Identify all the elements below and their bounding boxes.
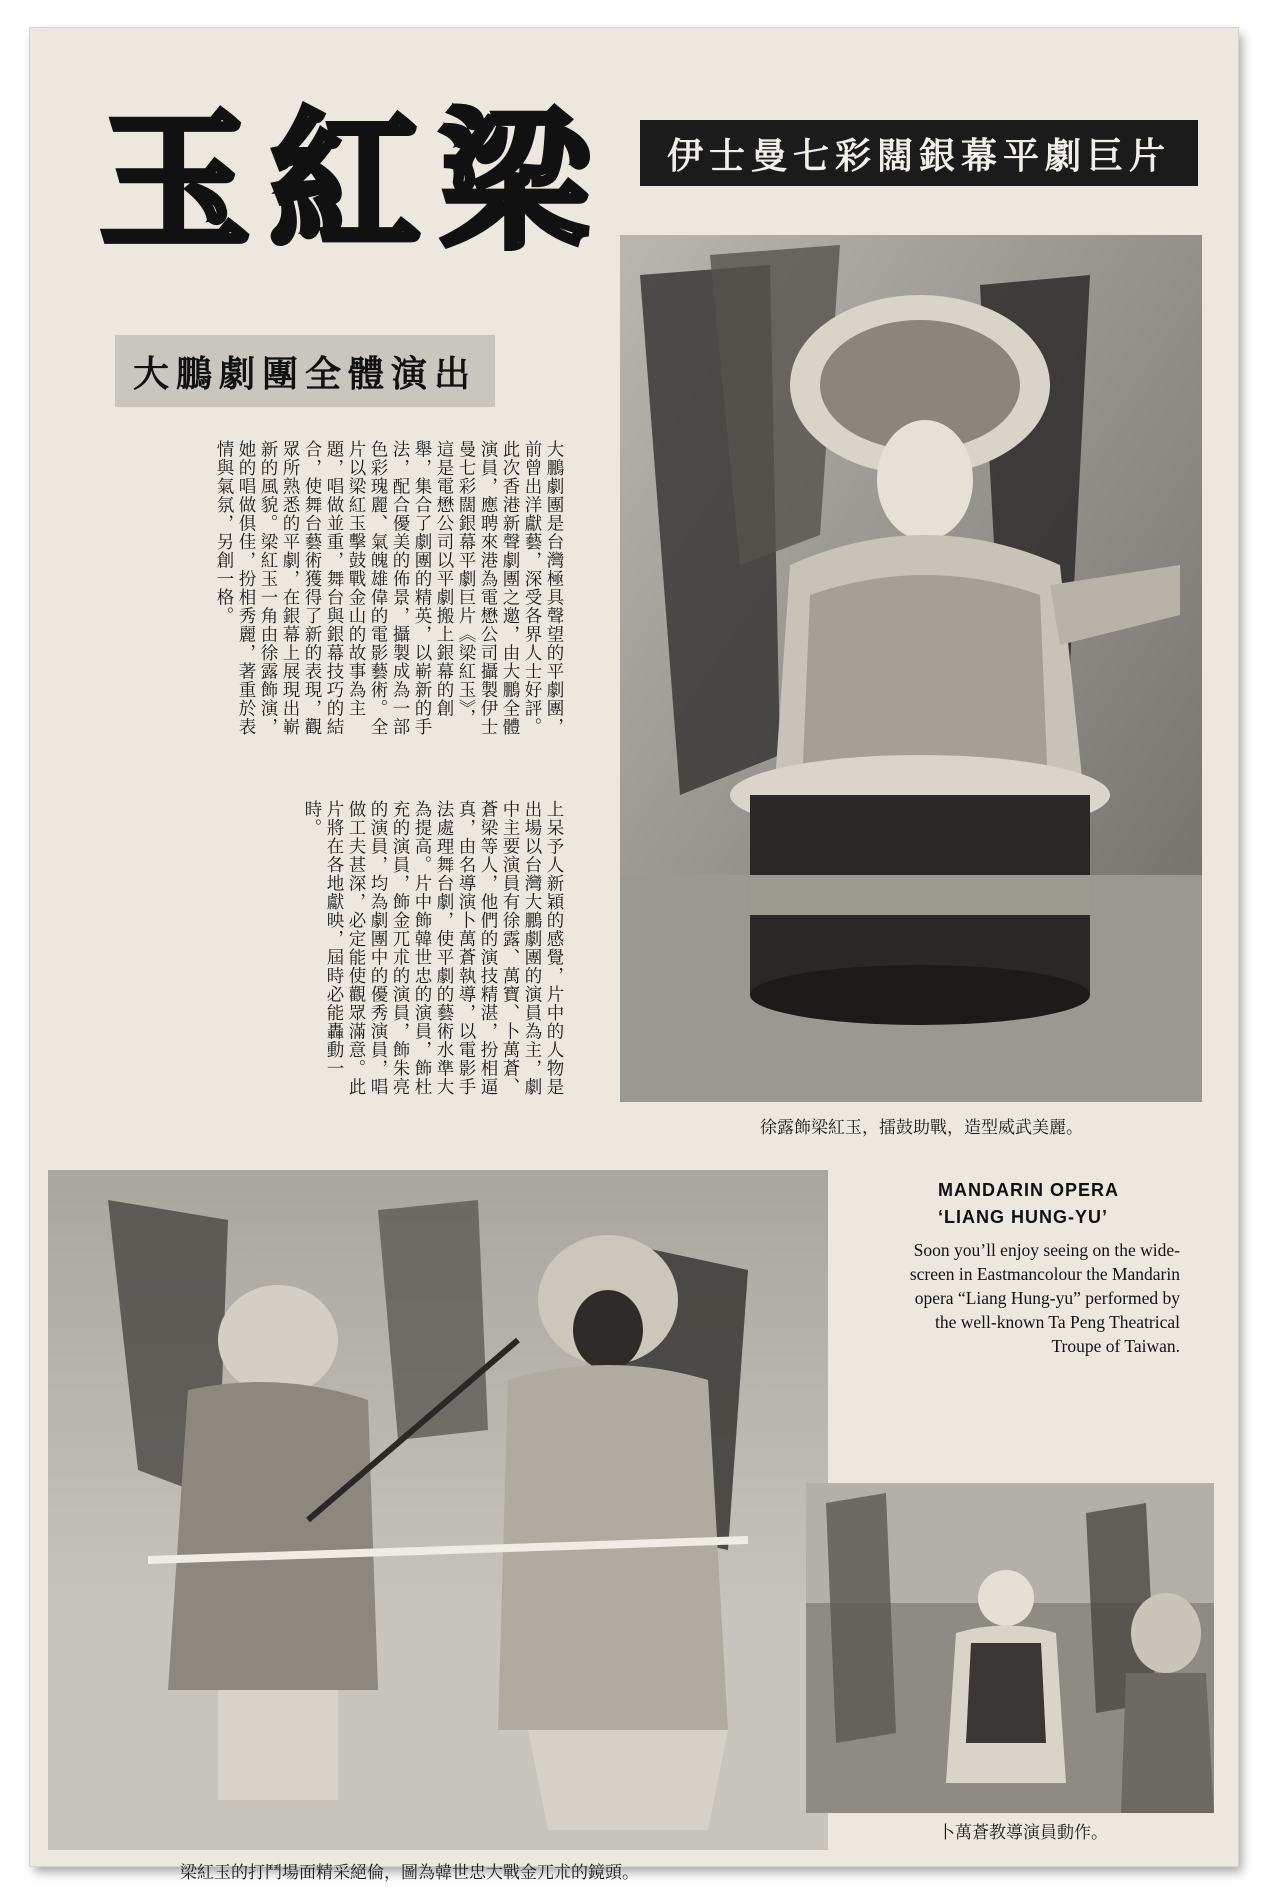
- article-column-2: 上呆予人新穎的感覺，片中的人物是出場以台灣大鵬劇團的演員為主，劇中主要演員有徐露、萬寶、卜萬蒼、蒼梁等人，他們的演技精湛，扮相逼真，由名導演卜萬蒼執導，以電影手法處理舞台劇，使平劇的藝術水準大為提高。片中飾韓世忠的演員，飾杜充的演員，飾金兀朮的演員，飾朱亮的演員，均為劇團中的優秀演員，唱做工夫甚深，必定能使觀眾滿意。此片將在各地獻映，屆時必能轟動一時。: [302, 800, 564, 1096]
- caption-director-photo: 卜萬蒼教導演員動作。: [938, 1823, 1108, 1843]
- title-char-1: 玉: [100, 94, 251, 270]
- caption-top-photo: 徐露飾梁紅玉，擂鼓助戰，造型威武美麗。: [760, 1118, 1083, 1138]
- title-char-2: 紅: [269, 94, 420, 270]
- english-summary: Soon you’ll enjoy seeing on the wide-screen in Eastmancolour the Mandarin opera “Liang Hung-yu” performed by the well-known Ta Peng Theatrical Troupe of Taiwan.: [909, 1240, 1180, 1356]
- photo-battle-scene: [48, 1170, 828, 1850]
- english-heading-line2: ‘LIANG HUNG-YU’: [938, 1207, 1108, 1227]
- page-title: [100, 92, 590, 272]
- article-column-1: 大鵬劇團是台灣極具聲望的平劇團，前曾出洋獻藝，深受各界人士好評。此次香港新聲劇團之邀，由大鵬全體演員，應聘來港為電懋公司攝製伊士曼七彩闊銀幕平劇巨片《梁紅玉》，這是電懋公司以平劇搬上銀幕的創舉，集合了劇團的精英，以嶄新的手法，配合優美的佈景，攝製成為一部色彩瑰麗、氣魄雄偉的電影藝術。全片以梁紅玉擊鼓戰金山的故事為主題，唱做並重，舞台與銀幕技巧的結合，使舞台藝術獲得了新的表現，觀眾所熟悉的平劇，在銀幕上展現出嶄新的風貌。梁紅玉一角由徐露飾演，她的唱做俱佳，扮相秀麗，著重於表情與氣氛，另創一格。: [214, 440, 564, 736]
- subheadline-banner: 大鵬劇團全體演出: [115, 335, 495, 407]
- headline-banner: 伊士曼七彩闊銀幕平劇巨片: [640, 120, 1198, 186]
- photo-director-coaching: [806, 1483, 1214, 1813]
- caption-battle-photo: 梁紅玉的打鬥場面精采絕倫，圖為韓世忠大戰金兀朮的鏡頭。: [180, 1863, 639, 1883]
- english-heading-line1: MANDARIN OPERA: [938, 1180, 1120, 1200]
- title-char-3: 梁: [439, 94, 590, 270]
- photo-actress-drum: [620, 235, 1202, 1102]
- english-heading: [938, 1177, 1178, 1231]
